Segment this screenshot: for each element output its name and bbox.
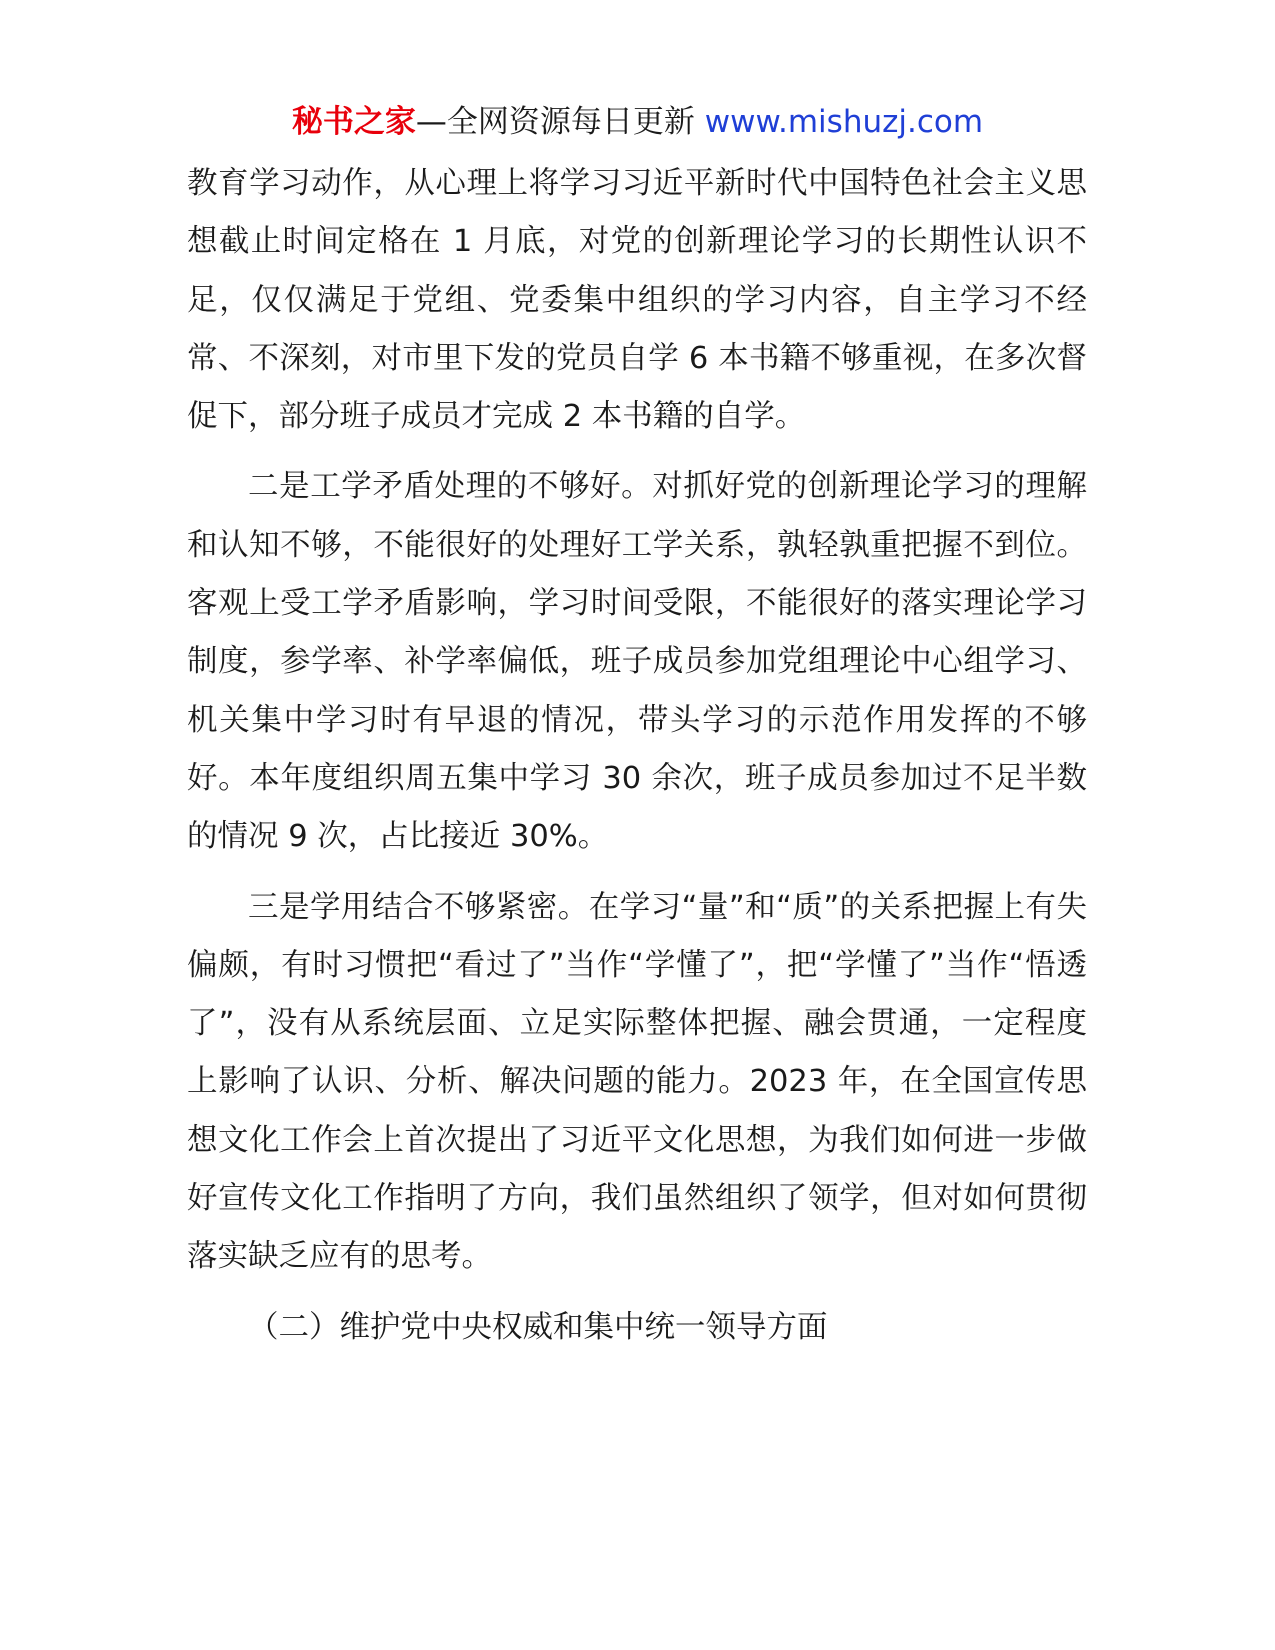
document-body xyxy=(187,155,1087,1369)
site-tagline: —全网资源每日更新 xyxy=(415,104,705,140)
site-url-link[interactable]: www.mishuzj.com xyxy=(704,104,984,140)
site-brand: 秘书之家 xyxy=(291,104,416,140)
paragraph-1: 教育学习动作，从心理上将学习习近平新时代中国特色社会主义思想截止时间定格在 1 月底，对党的创新理论学习的长期性认识不足，仅仅满足于党组、党委集中组织的学习内容，自主学习不经常、不深刻，对市里下发的党员自学 6 本书籍不够重视，在多次督促下，部分班子成员才完成 2 本书籍的自学。 xyxy=(187,166,1087,435)
paragraph-2: 二是工学矛盾处理的不够好。对抓好党的创新理论学习的理解和认知不够，不能很好的处理好工学关系，孰轻孰重把握不到位。客观上受工学矛盾影响，学习时间受限，不能很好的落实理论学习制度，参学率、补学率偏低，班子成员参加党组理论中心组学习、机关集中学习时有早退的情况，带头学习的示范作用发挥的不够好。本年度组织周五集中学习 30 余次，班子成员参加过不足半数的情况 9 次，占比接近 30%。 xyxy=(187,469,1087,855)
page-header xyxy=(0,100,1275,144)
section-heading: （二）维护党中央权威和集中统一领导方面 xyxy=(248,1309,828,1345)
paragraph-3: 三是学用结合不够紧密。在学习“量”和“质”的关系把握上有失偏颇，有时习惯把“看过了”当作“学懂了”，把“学懂了”当作“悟透了”，没有从系统层面、立足实际整体把握、融会贯通，一定程度上影响了认识、分析、解决问题的能力。2023 年，在全国宣传思想文化工作会上首次提出了习近平文化思想，为我们如何进一步做好宣传文化工作指明了方向，我们虽然组织了领学，但对如何贯彻落实缺乏应有的思考。 xyxy=(187,889,1087,1275)
